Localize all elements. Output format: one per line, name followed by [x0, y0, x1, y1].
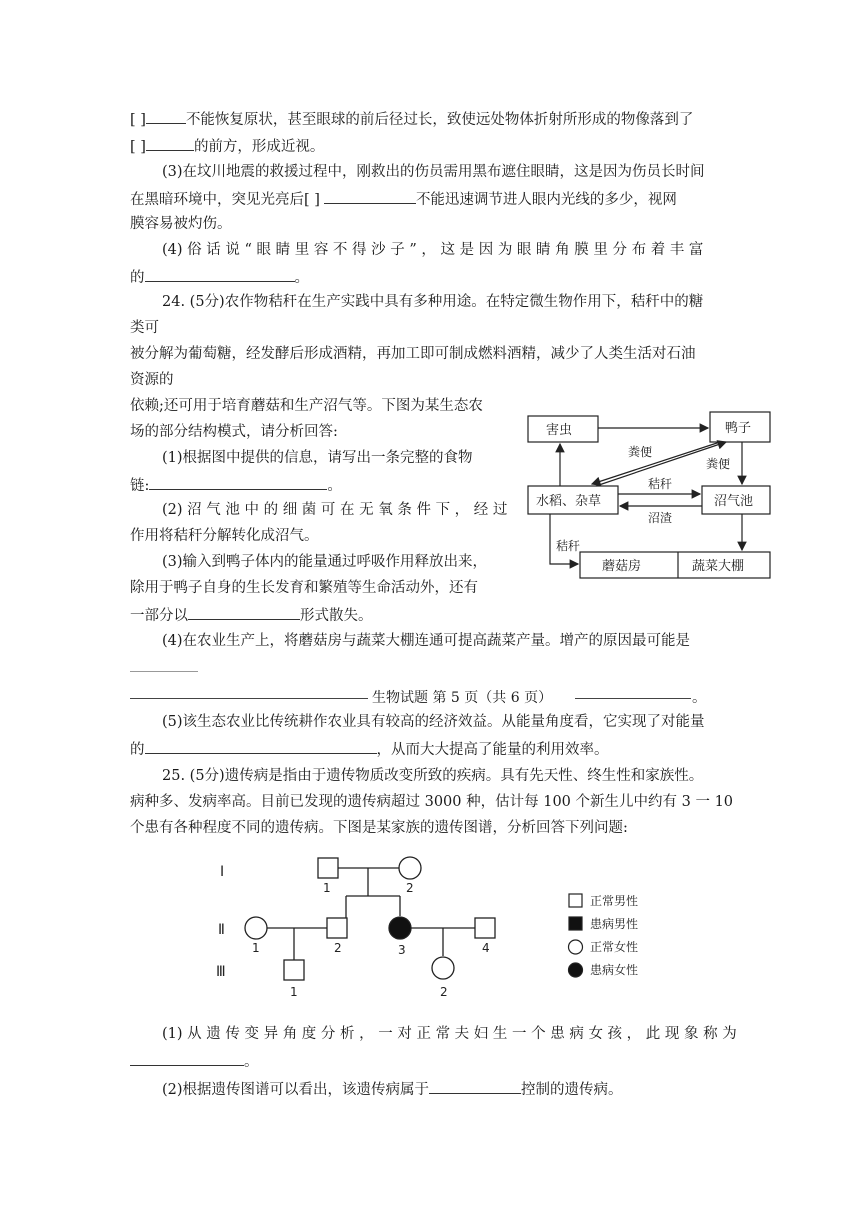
line-1: [130, 108, 693, 130]
legend-affected-female: 患病女性: [590, 963, 639, 977]
line-4: [130, 188, 677, 210]
q24-line-11: (3)输入到鸭子体内的能量通过呼吸作用释放出来，: [162, 554, 488, 570]
q25-line-1: 25. (5分)遗传病是指由于遗传物质改变所致的疾病。具有先天性、终生性和家族性。: [162, 768, 704, 784]
legend-normal-male: 正常男性: [590, 894, 639, 908]
straw-label-2: 秸秆: [556, 539, 581, 553]
line-text: 链:: [130, 478, 150, 494]
fill-blank[interactable]: [146, 108, 186, 124]
vegetable-greenhouse-label: 蔬菜大棚: [692, 559, 745, 574]
generation-III-label: Ⅲ: [216, 964, 226, 980]
rice-weed-label: 水稻、杂草: [536, 494, 602, 509]
q24-line-2: 类可: [130, 320, 159, 336]
q24-line-13: [130, 604, 373, 626]
I2-normal-female: [399, 857, 421, 879]
q25-line-4: (1) 从 遗 传 变 异 角 度 分 析 ， 一 对 正 常 夫 妇 生 一 个 患 病 女 孩 ， 此 现 象 称 为: [162, 1026, 737, 1042]
II2-normal-male: [327, 918, 347, 938]
legend-affected-male-icon: [569, 917, 582, 930]
line-text: (2)根据遗传图谱可以看出，该遗传病属于: [162, 1082, 430, 1098]
page-footer: 生物试题 第 5 页（共 6 页）: [372, 690, 553, 706]
q25-line-3: 个患有各种程度不同的遗传病。下图是某家族的遗传图谱，分析回答下列问题:: [130, 820, 628, 836]
fill-blank[interactable]: [145, 738, 377, 754]
q24-line-10: 作用将秸秆分解转化成沼气。: [130, 528, 319, 544]
II2-number: 2: [334, 941, 342, 955]
fill-blank[interactable]: [324, 188, 416, 204]
blank-line-short: [130, 671, 198, 672]
line-3: (3)在坟川地震的救援过程中，刚救出的伤员需用黑布遮住眼睛，这是因为伤员长时间: [162, 164, 705, 180]
q24-line-9: (2) 沼 气 池 中 的 细 菌 可 在 无 氧 条 件 下 ， 经 过: [162, 502, 508, 518]
q24-line-14: (4)在农业生产上，将蘑菇房与蔬菜大棚连通可提高蔬菜产量。增产的原因最可能是: [162, 633, 691, 649]
mushroom-label: 蘑菇房: [602, 559, 642, 574]
line-text: 的: [130, 270, 145, 286]
II1-normal-female: [245, 917, 267, 939]
fill-blank[interactable]: [145, 266, 295, 282]
line-text: 的: [130, 742, 145, 758]
legend-affected-female-icon: [569, 963, 583, 977]
legend-normal-female-icon: [569, 940, 583, 954]
line-5: 膜容易被灼伤。: [130, 216, 232, 232]
q24-line-5: 依赖;还可用于培育蘑菇和生产沼气等。下图为某生态农: [130, 398, 483, 414]
III1-number: 1: [290, 985, 298, 999]
pedigree-chart: [200, 848, 670, 1008]
residue-label: 沼渣: [648, 511, 673, 525]
footer-rule-left: [130, 698, 368, 699]
q24-line-12: 除用于鸭子自身的生长发育和繁殖等生命活动外，还有: [130, 580, 478, 596]
dung-label-1: 粪便: [628, 445, 653, 459]
legend-normal-male-icon: [569, 894, 582, 907]
I1-number: 1: [323, 881, 331, 895]
q24-line-3: 被分解为葡萄糖，经发酵后形成酒精，再加工即可制成燃料酒精，减少了人类生活对石油: [130, 346, 696, 362]
I1-normal-male: [318, 858, 338, 878]
q24-line-1: 24. (5分)农作物秸秆在生产实践中具有多种用途。在特定微生物作用下，秸秆中的糖: [162, 294, 704, 310]
q24-line-8: [130, 474, 342, 496]
II4-normal-male: [475, 918, 495, 938]
legend-normal-female: 正常女性: [590, 940, 639, 954]
line-text: 不能迅速调节进人眼内光线的多少，视网: [415, 192, 677, 208]
straw-label-1: 秸秆: [648, 477, 673, 491]
II4-number: 4: [482, 941, 490, 955]
line-text: 形式散失。: [300, 608, 373, 624]
biogas-label: 沼气池: [714, 494, 754, 509]
generation-II-label: Ⅱ: [218, 922, 225, 938]
bracket-blank: [ ]: [130, 139, 146, 155]
bracket-blank: [ ]: [130, 112, 146, 128]
fill-blank[interactable]: [146, 135, 194, 151]
q25-line-2: 病种多、发病率高。目前已发现的遗传病超过 3000 种，估计每 100 个新生儿中约有 3 一 10: [130, 794, 734, 810]
q24-line-16: [130, 738, 609, 760]
pest-label: 害虫: [546, 423, 573, 438]
line-2: [130, 135, 324, 157]
line-7: [130, 266, 309, 288]
q24-line-4: 资源的: [130, 372, 174, 388]
q24-line-6: 场的部分结构模式，请分析回答:: [130, 424, 338, 440]
line-text: 不能恢复原状，甚至眼球的前后径过长，致使远处物体折射所形成的物像落到了: [185, 112, 694, 128]
line-text: 控制的遗传病。: [521, 1082, 623, 1098]
I2-number: 2: [406, 881, 414, 895]
q24-line-15: (5)该生态农业比传统耕作农业具有较高的经济效益。从能量角度看，它实现了对能量: [162, 714, 705, 730]
q25-line-6: [162, 1078, 623, 1100]
fill-blank[interactable]: [429, 1078, 521, 1094]
dung-label-2: 粪便: [706, 457, 731, 471]
duck-label: 鸭子: [725, 421, 752, 436]
legend-affected-male: 患病男性: [590, 917, 639, 931]
generation-I-label: Ⅰ: [220, 864, 225, 880]
fill-blank[interactable]: [188, 604, 300, 620]
line-text: 的前方，形成近视。: [193, 139, 325, 155]
farm-structure-diagram: [520, 404, 780, 584]
line-6: (4) 俗 话 说 “ 眼 睛 里 容 不 得 沙 子 ” ， 这 是 因 为 眼 睛 角 膜 里 分 布 着 丰 富: [162, 242, 704, 258]
footer-rule-right: [575, 698, 691, 699]
q24-line-7: (1)根据图中提供的信息，请写出一条完整的食物: [162, 450, 473, 466]
line-text: 。: [327, 478, 342, 494]
II3-number: 3: [398, 943, 406, 957]
II1-number: 1: [252, 941, 260, 955]
q25-line-5: [130, 1050, 259, 1072]
footer-period: 。: [692, 690, 707, 706]
III2-normal-female: [432, 957, 454, 979]
fill-blank[interactable]: [149, 474, 327, 490]
III1-normal-male: [284, 960, 304, 980]
III2-number: 2: [440, 985, 448, 999]
II3-affected-female: [389, 917, 411, 939]
line-text: ，从而大大提高了能量的利用效率。: [376, 742, 609, 758]
line-text: 在黑暗环境中，突见光亮后[ ]: [130, 192, 320, 208]
line-text: 。: [294, 270, 309, 286]
fill-blank[interactable]: [130, 1050, 244, 1066]
line-text: 一部分以: [130, 608, 188, 624]
line-text: 。: [244, 1054, 259, 1070]
